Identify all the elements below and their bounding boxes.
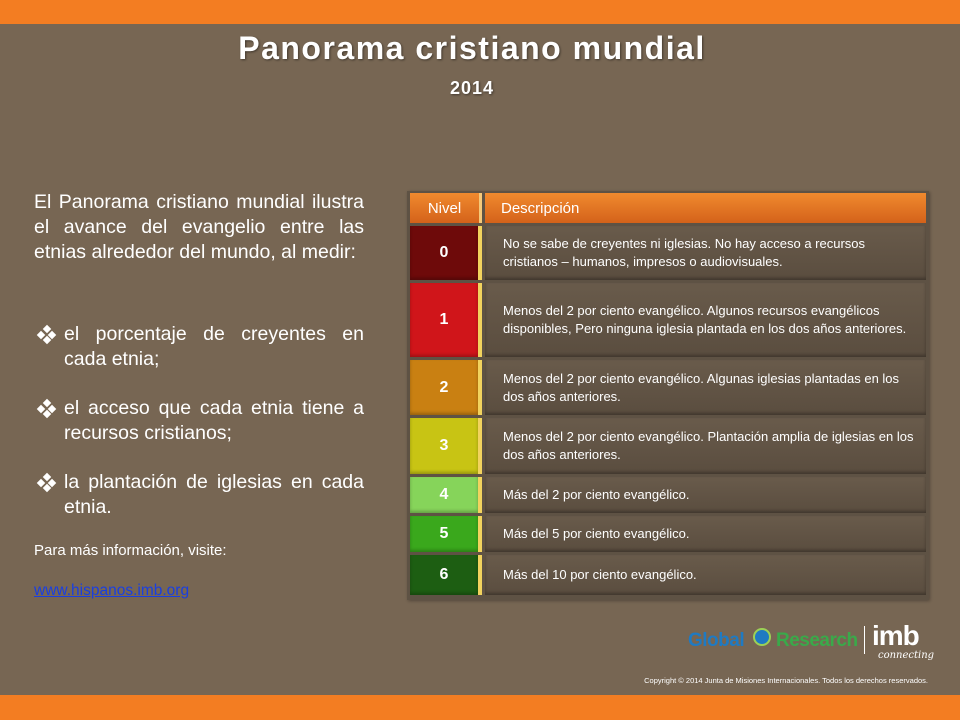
description-cell: Más del 10 por ciento evangélico. xyxy=(485,555,926,595)
level-cell: 1 xyxy=(410,283,482,357)
globe-icon xyxy=(753,628,771,646)
global-research-imb-logo xyxy=(688,620,935,664)
level-cell: 0 xyxy=(410,226,482,280)
bullet-text: la plantación de iglesias en cada etnia. xyxy=(64,471,364,518)
table-header-level: Nivel xyxy=(410,193,482,223)
bullet-text: el porcentaje de creyentes en cada etnia; xyxy=(64,323,364,370)
description-cell: Más del 2 por ciento evangélico. xyxy=(485,477,926,513)
description-cell: Más del 5 por ciento evangélico. xyxy=(485,516,926,552)
logo-global-text: Global xyxy=(688,630,745,651)
logo-imb-text: imb xyxy=(872,620,919,651)
level-cell: 5 xyxy=(410,516,482,552)
level-cell: 4 xyxy=(410,477,482,513)
logo-divider xyxy=(864,626,865,654)
logo-research-text: Research xyxy=(776,630,858,651)
top-accent-bar xyxy=(0,0,960,24)
description-cell: No se sabe de creyentes ni iglesias. No hay acceso a recursos cristianos – humanos, impresos o audiovisuales. xyxy=(485,226,926,280)
diamond-bullet-icon xyxy=(38,474,55,491)
more-info-text: Para más información, visite: xyxy=(34,542,227,559)
level-cell: 3 xyxy=(410,418,482,474)
bullet-text: el acceso que cada etnia tiene a recursos cristianos; xyxy=(64,397,364,444)
bullet-item xyxy=(34,470,364,520)
diamond-bullet-icon xyxy=(38,400,55,417)
bullet-item xyxy=(34,396,364,446)
bottom-accent-bar xyxy=(0,695,960,720)
intro-paragraph: El Panorama cristiano mundial ilustra el avance del evangelio entre las etnias alrededor del mundo, al medir: xyxy=(34,191,364,263)
website-link[interactable]: www.hispanos.imb.org xyxy=(34,582,190,599)
table-header-description: Descripción xyxy=(485,193,926,223)
diamond-bullet-icon xyxy=(38,326,55,343)
level-cell: 2 xyxy=(410,360,482,415)
bullet-item xyxy=(34,322,364,372)
levels-table xyxy=(407,191,929,600)
description-cell: Menos del 2 por ciento evangélico. Algunas iglesias plantadas en los dos años anteriores. xyxy=(485,360,926,415)
page-subtitle-year: 2014 xyxy=(449,78,495,98)
copyright-notice: Copyright © 2014 Junta de Misiones Internacionales. Todos los derechos reservados. xyxy=(644,676,928,685)
description-cell: Menos del 2 por ciento evangélico. Plantación amplia de iglesias en los dos años anteriores. xyxy=(485,418,926,474)
logo-tagline: connecting xyxy=(878,650,935,661)
level-cell: 6 xyxy=(410,555,482,595)
description-cell: Menos del 2 por ciento evangélico. Algunos recursos evangélicos disponibles, Pero ninguna iglesia plantada en los dos años anteriores. xyxy=(485,283,926,357)
bullet-list xyxy=(34,322,364,520)
page-title: Panorama cristiano mundial xyxy=(238,30,706,66)
